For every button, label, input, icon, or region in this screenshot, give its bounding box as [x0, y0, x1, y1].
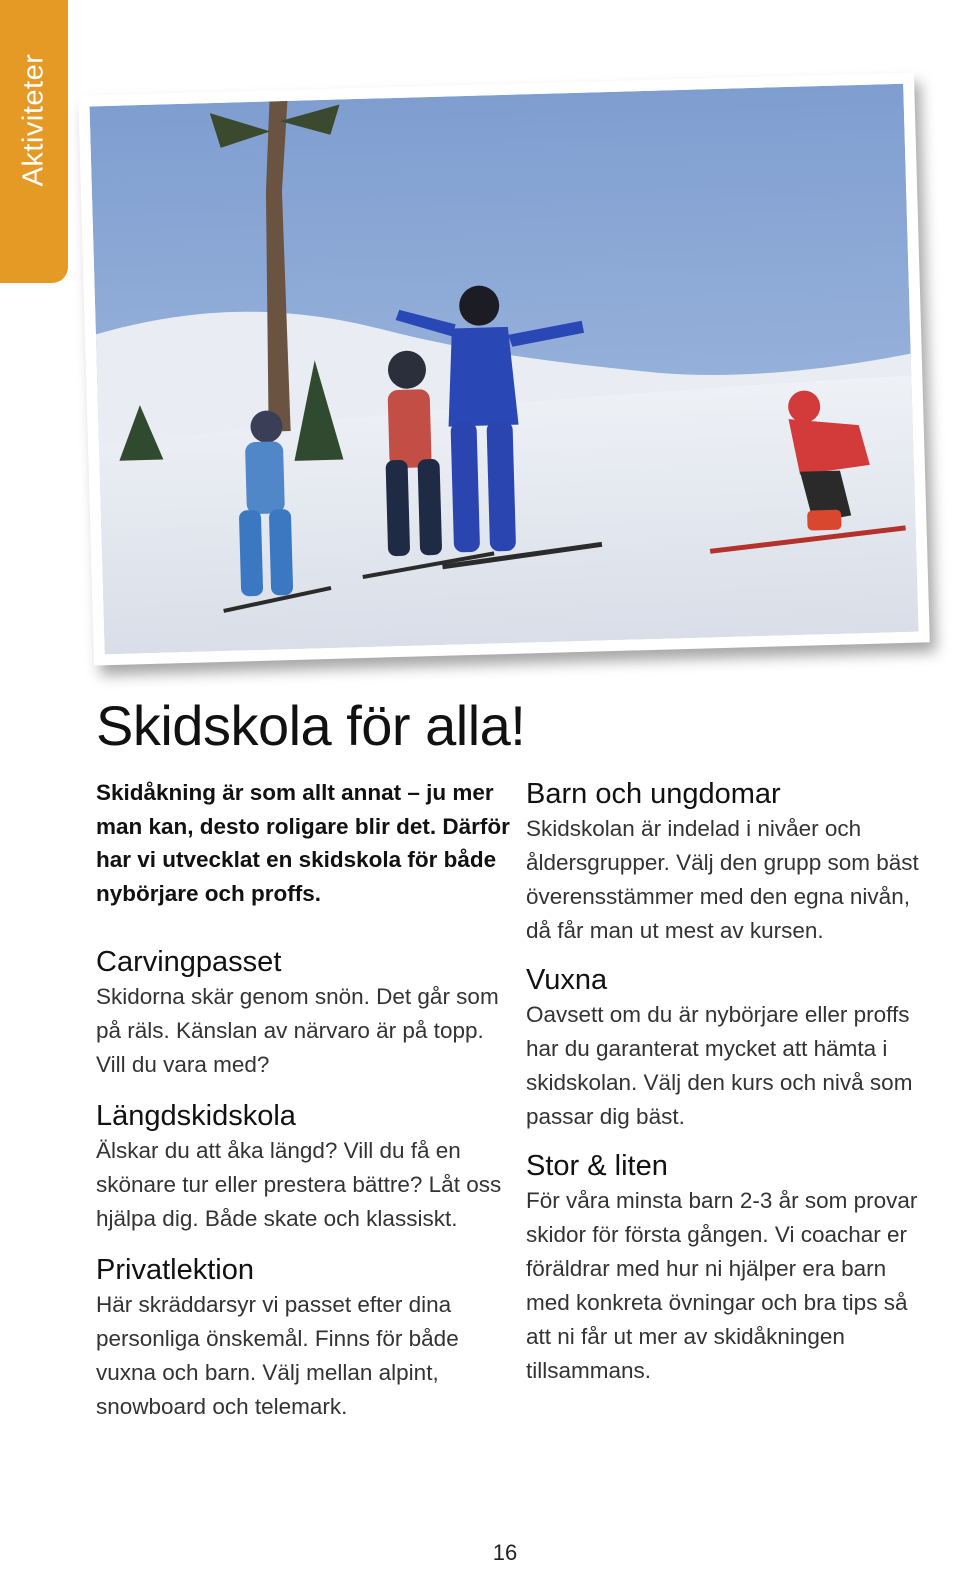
left-column [96, 776, 516, 1440]
section-heading: Längdskidskola [96, 1100, 296, 1132]
section-vuxna [526, 962, 936, 1134]
section-carvingpasset [96, 944, 516, 1082]
section-body: Skidorna skär genom snön. Det går som på räls. Känslan av närvaro är på topp. Vill du vara med? [96, 984, 499, 1077]
section-tab [0, 0, 68, 283]
intro-text: Skidåkning är som allt annat – ju mer man kan, desto roligare blir det. Därför har vi utvecklat en skidskola för både nybörjare och proffs. [96, 780, 510, 906]
section-body: Älskar du att åka längd? Vill du få en skönare tur eller prestera bättre? Låt oss hjälpa dig. Både skate och klassiskt. [96, 1138, 502, 1231]
section-body: Oavsett om du är nybörjare eller proffs har du garanterat mycket att hämta i skidskolan. Välj den kurs och nivå som passar dig bäst. [526, 1002, 913, 1129]
right-column [526, 776, 936, 1402]
section-langdskidskola [96, 1098, 516, 1236]
section-body: Här skräddarsyr vi passet efter dina personliga önskemål. Finns för både vuxna och barn. Välj mellan alpint, snowboard och telemark. [96, 1292, 459, 1419]
section-heading: Barn och ungdomar [526, 778, 781, 810]
section-body: För våra minsta barn 2-3 år som provar skidor för första gången. Vi coachar er föräldrar med hur ni hjälper era barn med konkreta övningar och bra tips så att ni får ut mer av skidåkningen tillsammans. [526, 1188, 918, 1383]
page-number: 16 [492, 1540, 518, 1565]
section-privatlektion [96, 1252, 516, 1424]
section-heading: Privatlektion [96, 1254, 254, 1286]
ski-school-photo [90, 84, 919, 655]
section-stor-och-liten [526, 1148, 936, 1388]
section-barn-och-ungdomar [526, 776, 936, 948]
page-title: Skidskola för alla! [96, 694, 526, 757]
photo-frame [78, 72, 930, 665]
section-tab-label: Aktiviteter [17, 53, 50, 187]
section-heading: Vuxna [526, 964, 608, 996]
section-body: Skidskolan är indelad i nivåer och åldersgrupper. Välj den grupp som bäst överensstämmer med den egna nivån, då får man ut mest av kursen. [526, 816, 919, 943]
section-heading: Carvingpasset [96, 946, 282, 978]
section-heading: Stor & liten [526, 1150, 668, 1182]
